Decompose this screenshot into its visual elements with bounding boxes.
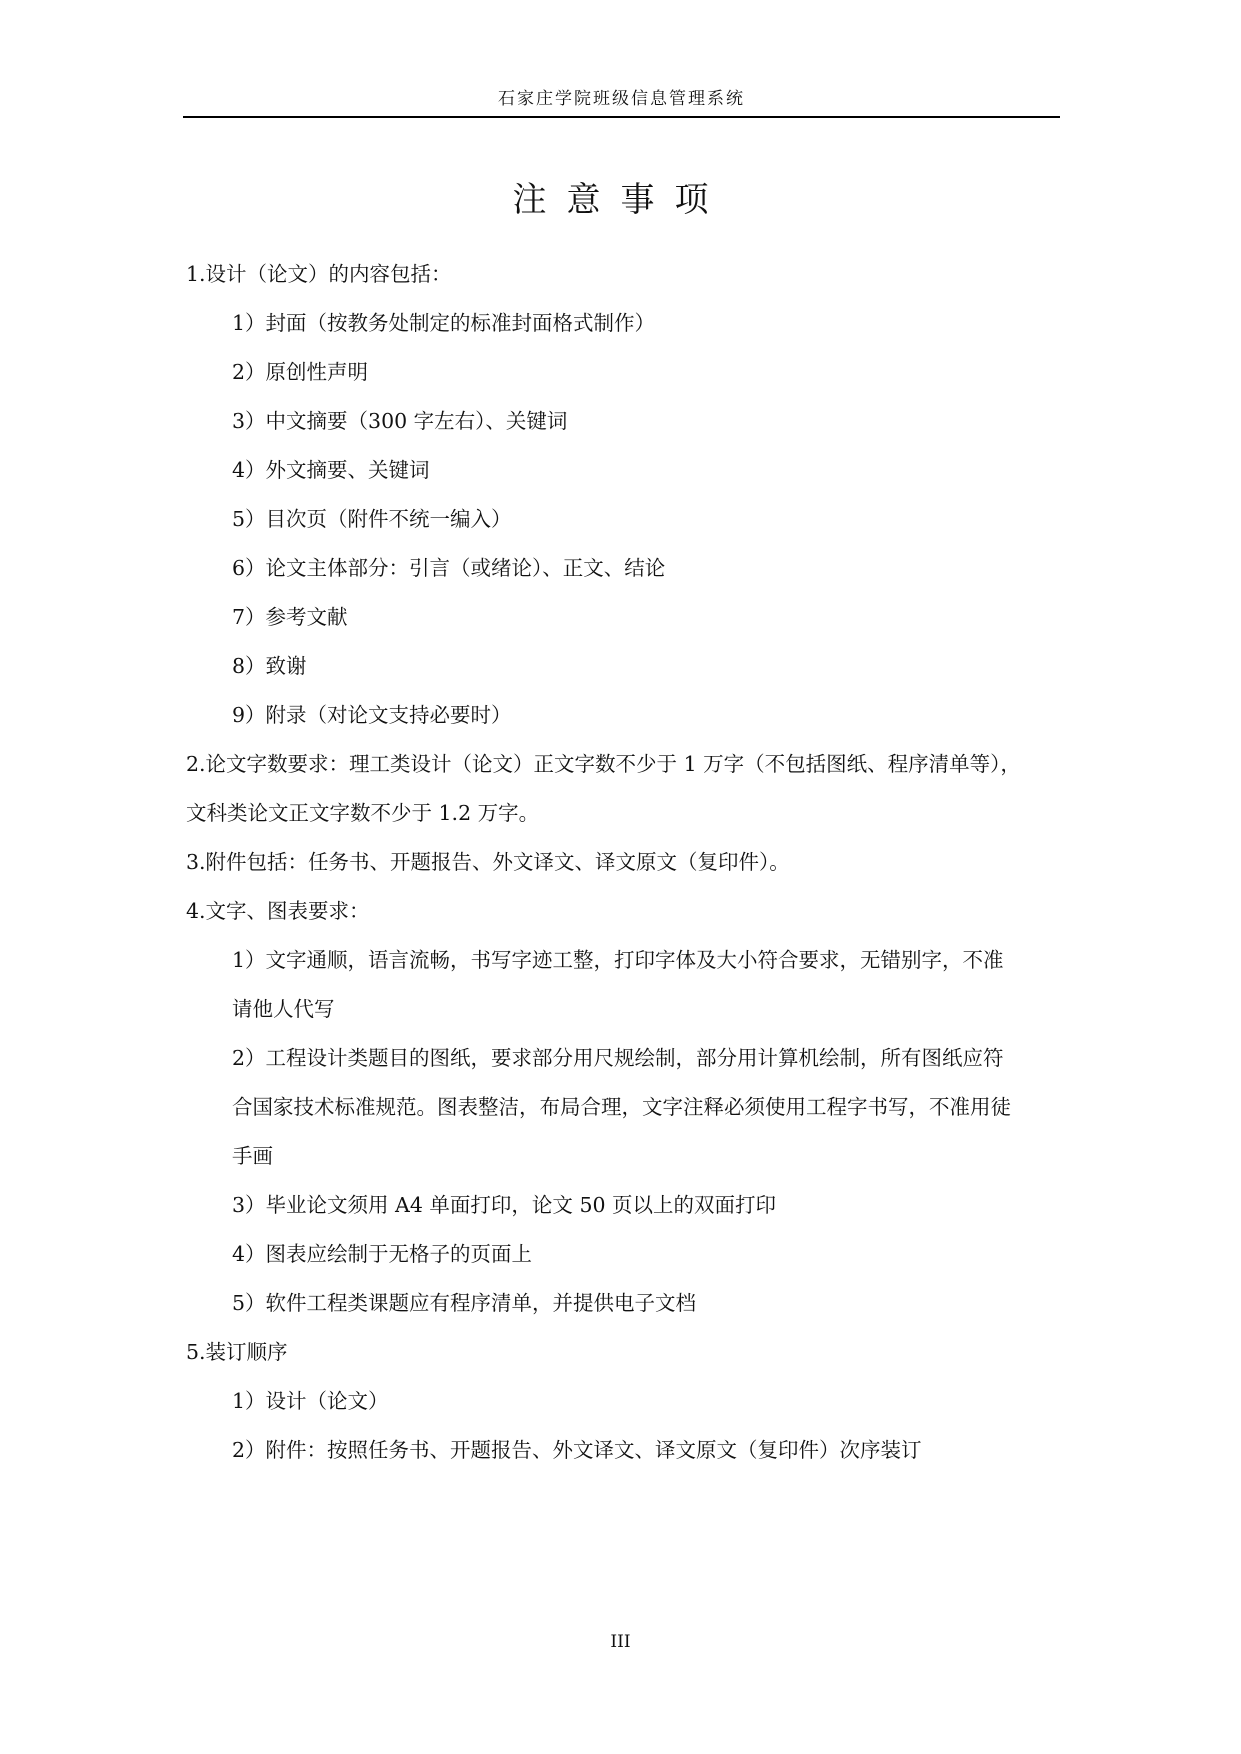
section-1-item: 3）中文摘要（300 字左右）、关键词 bbox=[232, 409, 568, 433]
section-4-item-1-line2: 请他人代写 bbox=[232, 997, 335, 1021]
section-2-heading-line1: 2.论文字数要求：理工类设计（论文）正文字数不少于 1 万字（不包括图纸、程序清单等）， bbox=[186, 752, 1021, 776]
section-4-item-1-line1: 1）文字通顺，语言流畅，书写字迹工整，打印字体及大小符合要求，无错别字，不准 bbox=[232, 948, 1004, 972]
running-title: 石家庄学院班级信息管理系统 bbox=[498, 89, 745, 109]
document-title: 注意事项 bbox=[512, 180, 729, 220]
document-body bbox=[186, 250, 1056, 1475]
section-1-item: 2）原创性声明 bbox=[232, 360, 369, 384]
section-1-item: 1）封面（按教务处制定的标准封面格式制作） bbox=[232, 311, 656, 335]
section-4-item-2-line2: 合国家技术标准规范。图表整洁，布局合理，文字注释必须使用工程字书写，不准用徒 bbox=[232, 1095, 1011, 1119]
section-1-item: 9）附录（对论文支持必要时） bbox=[232, 703, 512, 727]
section-2-heading-line2: 文科类论文正文字数不少于 1.2 万字。 bbox=[186, 801, 540, 825]
section-5-item-2: 2）附件：按照任务书、开题报告、外文译文、译文原文（复印件）次序装订 bbox=[232, 1438, 922, 1462]
section-1-item: 6）论文主体部分：引言（或绪论）、正文、结论 bbox=[232, 556, 666, 580]
section-5-item-1: 1）设计（论文） bbox=[232, 1389, 389, 1413]
section-1-item: 7）参考文献 bbox=[232, 605, 348, 629]
section-4-item-2-line1: 2）工程设计类题目的图纸，要求部分用尺规绘制，部分用计算机绘制，所有图纸应符 bbox=[232, 1046, 1004, 1070]
section-4-item-3: 3）毕业论文须用 A4 单面打印，论文 50 页以上的双面打印 bbox=[232, 1193, 777, 1217]
page-number: III bbox=[610, 1632, 631, 1652]
section-4-item-2-line3: 手画 bbox=[232, 1144, 273, 1168]
section-4-item-5: 5）软件工程类课题应有程序清单，并提供电子文档 bbox=[232, 1291, 697, 1315]
section-1-item: 8）致谢 bbox=[232, 654, 307, 678]
section-1-heading: 1.设计（论文）的内容包括： bbox=[186, 262, 452, 286]
section-1-item: 4）外文摘要、关键词 bbox=[232, 458, 430, 482]
section-5-heading: 5.装订顺序 bbox=[186, 1340, 288, 1364]
section-1-item: 5）目次页（附件不统一编入） bbox=[232, 507, 512, 531]
section-4-heading: 4.文字、图表要求： bbox=[186, 899, 370, 923]
section-3-heading: 3.附件包括：任务书、开题报告、外文译文、译文原文（复印件）。 bbox=[186, 850, 790, 874]
page-header bbox=[183, 86, 1060, 118]
section-4-item-4: 4）图表应绘制于无格子的页面上 bbox=[232, 1242, 533, 1266]
